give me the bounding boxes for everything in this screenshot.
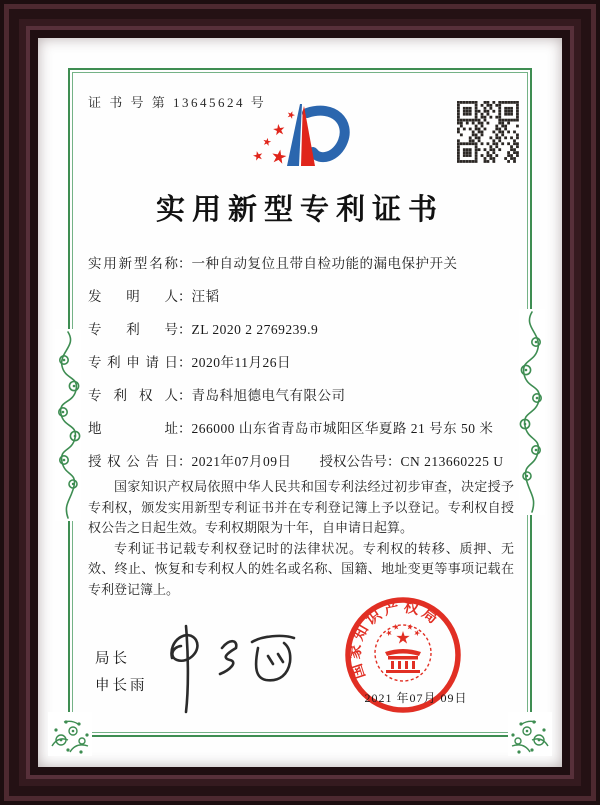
field-label: 授权公告号 [319,454,387,469]
logo-p-bowl [307,111,345,157]
field-label: 专利号 [88,322,178,337]
grant-number-group [320,454,504,469]
legal-paragraph: 专利证书记载专利权登记时的法律状况。专利权的转移、质押、无效、终止、恢复和专利权人的姓名或名称、国籍、地址变更等事项记载在专利登记簿上。 [88,540,514,597]
signatory-block [95,646,148,700]
legal-paragraph: 国家知识产权局依照中华人民共和国专利法经过初步审查，决定授予专利权，颁发实用新型专利证书并在专利登记簿上予以登记。专利权自授权公告之日起生效。专利权期限为十年，自申请日起算。 [88,479,514,535]
field-label: 专利申请日 [88,355,178,370]
signature-icon [156,616,316,721]
flourish-icon [519,309,545,515]
field-value: 汪韬 [191,289,220,304]
flourish-ornament-left [55,329,81,521]
field-colon: ： [178,355,192,370]
field-colon: ： [178,256,192,271]
field-row-patent-no [88,320,516,340]
signatory-title: 局长 [95,651,130,667]
field-label: 专利权人 [88,388,178,403]
signatory-name: 申长雨 [95,678,148,694]
seal-arc-text: 国家知识产权局 [347,599,443,681]
field-row-name [88,254,516,274]
field-value: 2021年07月09日 [191,454,292,469]
floral-corner-left [48,712,92,756]
cnipa-logo-icon [241,100,359,174]
floral-corner-right [508,712,552,756]
field-row-filing-date [88,353,516,373]
flourish-icon [55,329,81,521]
field-value: 一种自动复位且带自检功能的漏电保护开关 [191,256,458,271]
legal-text [88,477,514,600]
cnipa-logo [241,100,359,174]
field-list [88,254,516,472]
field-colon: ： [178,322,192,337]
certificate-number: 证 书 号 第 13645624 号 [88,95,267,110]
field-row-inventor [88,287,516,307]
floral-icon [48,712,92,756]
qr-code [457,101,519,163]
field-label: 授权公告日 [88,454,178,469]
certificate-page [38,38,562,767]
field-value: 2020年11月26日 [191,355,291,370]
field-row-address [88,419,516,439]
national-emblem [385,623,421,673]
signature-handwriting [156,616,316,721]
field-label: 实用新型名称 [88,256,178,271]
seal-date: 2021 年07月 09日 [364,691,468,705]
field-label: 发明人 [88,289,178,304]
field-colon: ： [178,388,192,403]
field-colon: ： [178,454,192,469]
field-value: CN 213660225 U [400,454,504,469]
field-value: ZL 2020 2 2769239.9 [191,322,319,337]
flourish-ornament-right [519,309,545,515]
field-value: 青岛科旭德电气有限公司 [191,388,346,403]
field-label: 地址 [88,421,178,436]
field-row-grant [88,452,516,472]
field-colon: ： [387,454,401,469]
field-colon: ： [178,289,192,304]
field-row-patentee [88,386,516,406]
certificate-title: 实用新型专利证书 [155,194,444,226]
floral-icon [508,712,552,756]
field-value: 266000 山东省青岛市城阳区华夏路 21 号东 50 米 [191,421,494,436]
field-colon: ： [178,421,192,436]
